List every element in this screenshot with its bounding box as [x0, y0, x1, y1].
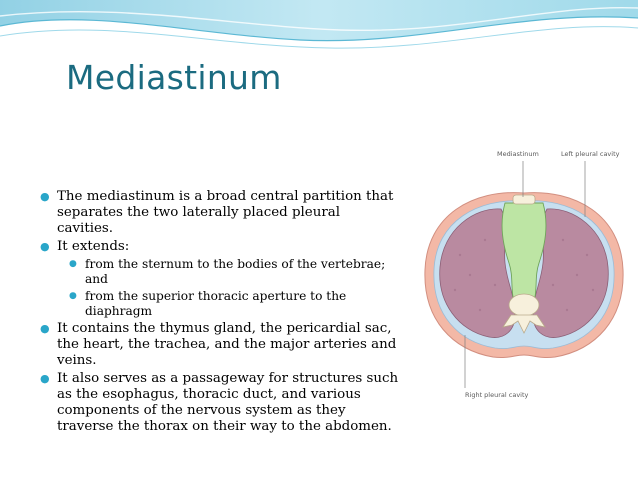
- bullet-item: [40, 321, 400, 369]
- slide-title: Mediastinum: [66, 58, 282, 97]
- bullet-item: [40, 239, 400, 318]
- bullet-marker-icon: ●: [40, 240, 50, 253]
- sub-bullet-item: [57, 257, 400, 286]
- left-pleural-cavity-label: Left pleural cavity: [561, 150, 620, 158]
- header-wave-decoration: [0, 0, 638, 60]
- sub-bullet-text: from the sternum to the bodies of the vertebrae; and: [85, 257, 386, 286]
- sub-bullet-text: from the superior thoracic aperture to the diaphragm: [85, 289, 347, 318]
- mediastinum-label: Mediastinum: [497, 150, 539, 158]
- bullet-marker-icon: ●: [40, 190, 50, 203]
- right-pleural-cavity-label: Right pleural cavity: [465, 391, 529, 399]
- bullet-marker-icon: ●: [40, 322, 50, 335]
- sub-bullet-marker-icon: ●: [69, 291, 77, 301]
- bullet-marker-icon: ●: [40, 372, 50, 385]
- bullet-item: [40, 189, 400, 237]
- bullet-list: [40, 189, 400, 437]
- bullet-text: It extends:: [57, 239, 130, 254]
- thorax-cross-section-diagram: [415, 145, 633, 405]
- bullet-text: It contains the thymus gland, the pericardial sac, the heart, the trachea, and the major arteries and veins.: [57, 321, 397, 368]
- bullet-item: [40, 371, 400, 435]
- sub-bullet-list: [57, 257, 400, 318]
- bullet-text: The mediastinum is a broad central partition that separates the two laterally placed pleural cavities.: [57, 189, 394, 236]
- sub-bullet-item: [57, 289, 400, 318]
- sternum: [513, 195, 535, 204]
- bullet-text: It also serves as a passageway for structures such as the esophagus, thoracic duct, and various components of the nervous system as they traverse the thorax on their way to the abdomen.: [57, 371, 399, 434]
- sub-bullet-marker-icon: ●: [69, 259, 77, 269]
